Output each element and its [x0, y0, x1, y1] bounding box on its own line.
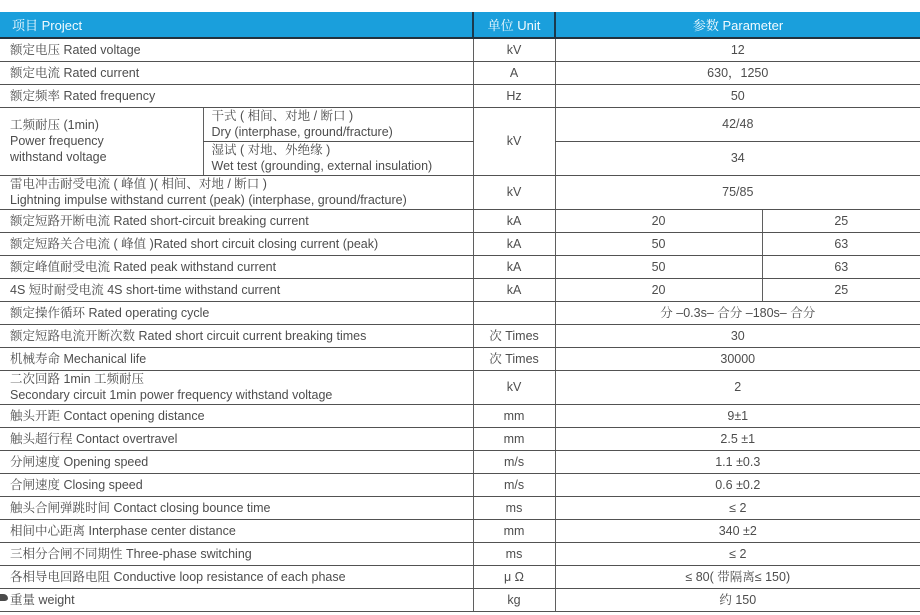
value-cell-line: 2.5 ±1	[720, 431, 756, 446]
value-cell-line: 75/85	[722, 185, 754, 199]
unit-cell-line: kV	[506, 380, 522, 394]
project-cell	[0, 588, 473, 611]
project-cell-line: 额定操作循环 Rated operating cycle	[10, 305, 210, 320]
value-cell-line: 25	[834, 213, 849, 228]
project-cell	[0, 347, 473, 370]
project-cell-line: 额定电压 Rated voltage	[10, 42, 141, 57]
unit-cell	[473, 84, 555, 107]
value-cell-line: 分 –0.3s– 合分 –180s– 合分	[660, 305, 816, 320]
value-cell-line: 20	[651, 282, 666, 297]
project-cell	[0, 473, 473, 496]
unit-cell-line: Hz	[506, 88, 522, 103]
table-row	[0, 107, 920, 141]
table-row	[0, 427, 920, 450]
project-cell-line: 触头开距 Contact opening distance	[10, 408, 205, 423]
unit-cell-line: kV	[506, 185, 522, 199]
sub-label-cell-line: Wet test (grounding, external insulation)	[211, 159, 433, 173]
unit-cell-line: μ Ω	[504, 569, 525, 584]
value-cell	[555, 565, 920, 588]
project-cell	[0, 38, 473, 61]
table-row	[0, 175, 920, 209]
project-cell	[0, 107, 203, 175]
value-cell	[555, 542, 920, 565]
value-cell-line: ≤ 80( 带隔离≤ 150)	[685, 569, 791, 584]
table-row	[0, 473, 920, 496]
value-cell-line: 63	[834, 259, 849, 274]
value-cell	[762, 232, 920, 255]
value-cell	[762, 255, 920, 278]
unit-cell	[473, 232, 555, 255]
unit-cell-line: mm	[503, 523, 525, 538]
project-cell-line: 额定短路关合电流 ( 峰值 )Rated short circuit closing current (peak)	[10, 236, 379, 251]
unit-cell-line: kg	[507, 592, 521, 607]
value-cell	[555, 324, 920, 347]
unit-cell-line: kA	[506, 213, 522, 228]
value-cell	[555, 370, 920, 404]
unit-cell-line: mm	[503, 408, 525, 423]
unit-cell-line: mm	[503, 431, 525, 446]
value-cell-line: 50	[651, 236, 666, 251]
unit-cell-line: kV	[506, 42, 522, 57]
unit-cell-line: kA	[506, 282, 522, 297]
project-cell-line: Lightning impulse withstand current (peak) (interphase, ground/fracture)	[10, 193, 407, 207]
table-row	[0, 519, 920, 542]
value-cell	[555, 38, 920, 61]
project-cell	[0, 496, 473, 519]
value-cell	[555, 84, 920, 107]
value-cell	[555, 427, 920, 450]
project-cell-line: 额定峰值耐受电流 Rated peak withstand current	[10, 259, 277, 274]
table-row	[0, 38, 920, 61]
value-cell	[555, 519, 920, 542]
value-cell	[555, 175, 920, 209]
unit-cell	[473, 38, 555, 61]
value-cell-line: 25	[834, 282, 849, 297]
value-cell-line: 42/48	[722, 117, 754, 131]
value-cell-line: 50	[651, 259, 666, 274]
value-cell	[555, 107, 920, 141]
unit-cell	[473, 565, 555, 588]
project-cell	[0, 175, 473, 209]
value-cell-line: 9±1	[727, 408, 749, 423]
project-cell-line: 机械寿命 Mechanical life	[10, 351, 147, 366]
unit-cell-line: m/s	[503, 454, 525, 469]
project-cell	[0, 61, 473, 84]
table-row	[0, 450, 920, 473]
value-cell-line: 12	[730, 42, 745, 57]
sub-label-cell	[203, 107, 473, 141]
value-cell	[762, 278, 920, 301]
value-cell-line: ≤ 2	[729, 546, 747, 561]
header-unit: 单位 Unit	[473, 12, 555, 38]
project-cell	[0, 404, 473, 427]
value-cell	[555, 255, 762, 278]
project-cell-line: 相间中心距离 Interphase center distance	[10, 523, 236, 538]
unit-cell	[473, 255, 555, 278]
table-row	[0, 496, 920, 519]
value-cell-line: 2	[734, 380, 742, 394]
project-cell-line: 各相导电回路电阻 Conductive loop resistance of each phase	[10, 569, 346, 584]
project-cell	[0, 450, 473, 473]
unit-cell	[473, 61, 555, 84]
value-cell	[555, 232, 762, 255]
unit-cell-line: ms	[505, 500, 523, 515]
project-cell-line: withstand voltage	[10, 150, 107, 164]
table-row	[0, 404, 920, 427]
unit-cell	[473, 370, 555, 404]
unit-cell	[473, 473, 555, 496]
value-cell-line: 63	[834, 236, 849, 251]
value-cell	[555, 473, 920, 496]
unit-cell	[473, 278, 555, 301]
value-cell-line: 约 150	[719, 592, 757, 607]
unit-cell	[473, 107, 555, 175]
value-cell	[555, 61, 920, 84]
project-cell-line: 二次回路 1min 工频耐压	[10, 372, 145, 386]
value-cell	[555, 301, 920, 324]
value-cell-line: 30000	[720, 351, 756, 366]
project-cell-line: 触头超行程 Contact overtravel	[10, 431, 178, 446]
table-row	[0, 565, 920, 588]
table-row	[0, 301, 920, 324]
project-cell-line: 分闸速度 Opening speed	[10, 454, 149, 469]
spec-table-body	[0, 38, 920, 611]
value-cell-line: 30	[730, 328, 745, 343]
project-cell	[0, 84, 473, 107]
sub-label-cell	[203, 141, 473, 175]
table-row	[0, 542, 920, 565]
value-cell-line: 34	[730, 151, 745, 165]
project-cell	[0, 301, 473, 324]
unit-cell-line: kV	[506, 134, 522, 148]
value-cell	[555, 496, 920, 519]
unit-cell	[473, 450, 555, 473]
project-cell-line: 三相分合闸不同期性 Three-phase switching	[10, 546, 252, 561]
project-cell	[0, 565, 473, 588]
project-cell	[0, 278, 473, 301]
project-cell	[0, 255, 473, 278]
project-cell-line: 雷电冲击耐受电流 ( 峰值 )( 相间、对地 / 断口 )	[10, 177, 267, 191]
spec-table	[0, 12, 920, 612]
value-cell	[555, 347, 920, 370]
table-row	[0, 370, 920, 404]
project-cell-line: 工频耐压 (1min)	[10, 118, 99, 132]
unit-cell	[473, 496, 555, 519]
table-row	[0, 278, 920, 301]
value-cell-line: 340 ±2	[718, 523, 757, 538]
project-cell-line: 4S 短时耐受电流 4S short-time withstand current	[10, 282, 281, 297]
project-cell-line: 额定短路开断电流 Rated short-circuit breaking current	[10, 213, 309, 228]
project-cell	[0, 519, 473, 542]
project-cell-line: 额定频率 Rated frequency	[10, 88, 156, 103]
project-cell	[0, 209, 473, 232]
project-cell-line: Power frequency	[10, 134, 104, 148]
unit-cell	[473, 301, 555, 324]
table-row	[0, 324, 920, 347]
value-cell	[555, 450, 920, 473]
unit-cell	[473, 404, 555, 427]
unit-cell	[473, 588, 555, 611]
project-cell-line: Secondary circuit 1min power frequency withstand voltage	[10, 388, 333, 402]
value-cell	[555, 141, 920, 175]
unit-cell	[473, 427, 555, 450]
unit-cell	[473, 542, 555, 565]
unit-cell	[473, 347, 555, 370]
table-row	[0, 255, 920, 278]
project-cell	[0, 324, 473, 347]
project-cell	[0, 542, 473, 565]
unit-cell-line: ms	[505, 546, 523, 561]
value-cell-line: 1.1 ±0.3	[715, 454, 761, 469]
table-row	[0, 84, 920, 107]
unit-cell	[473, 209, 555, 232]
table-row	[0, 209, 920, 232]
unit-cell	[473, 175, 555, 209]
project-cell-line: 触头合闸弹跳时间 Contact closing bounce time	[10, 500, 271, 515]
value-cell	[555, 404, 920, 427]
header-parameter: 参数 Parameter	[555, 12, 920, 38]
table-row	[0, 61, 920, 84]
project-cell	[0, 370, 473, 404]
unit-cell-line: kA	[506, 259, 522, 274]
scan-artifact-mark	[0, 594, 8, 601]
unit-cell	[473, 324, 555, 347]
value-cell	[555, 588, 920, 611]
value-cell-line: 630，1250	[707, 65, 769, 80]
unit-cell-line: A	[509, 65, 519, 80]
value-cell	[555, 278, 762, 301]
value-cell-line: ≤ 2	[729, 500, 747, 515]
table-row	[0, 347, 920, 370]
project-cell-line: 额定电流 Rated current	[10, 65, 140, 80]
value-cell-line: 20	[651, 213, 666, 228]
unit-cell-line: 次 Times	[489, 328, 539, 343]
table-row	[0, 588, 920, 611]
sub-label-cell-line: Dry (interphase, ground/fracture)	[211, 125, 393, 139]
value-cell	[762, 209, 920, 232]
unit-cell-line: kA	[506, 236, 522, 251]
value-cell	[555, 209, 762, 232]
sub-label-cell-line: 湿试 ( 对地、外绝缘 )	[211, 143, 331, 157]
unit-cell-line: 次 Times	[489, 351, 539, 366]
table-row	[0, 232, 920, 255]
header-project: 项目 Project	[0, 12, 473, 38]
value-cell-line: 50	[730, 88, 745, 103]
project-cell-line: 额定短路电流开断次数 Rated short circuit current breaking times	[10, 328, 367, 343]
unit-cell	[473, 519, 555, 542]
unit-cell-line: m/s	[503, 477, 525, 492]
project-cell-line: 合闸速度 Closing speed	[10, 477, 143, 492]
project-cell	[0, 232, 473, 255]
project-cell	[0, 427, 473, 450]
sub-label-cell-line: 干式 ( 相间、对地 / 断口 )	[211, 109, 354, 123]
value-cell-line: 0.6 ±0.2	[715, 477, 761, 492]
project-cell-line: 重量 weight	[10, 592, 75, 607]
table-header-row	[0, 12, 920, 38]
